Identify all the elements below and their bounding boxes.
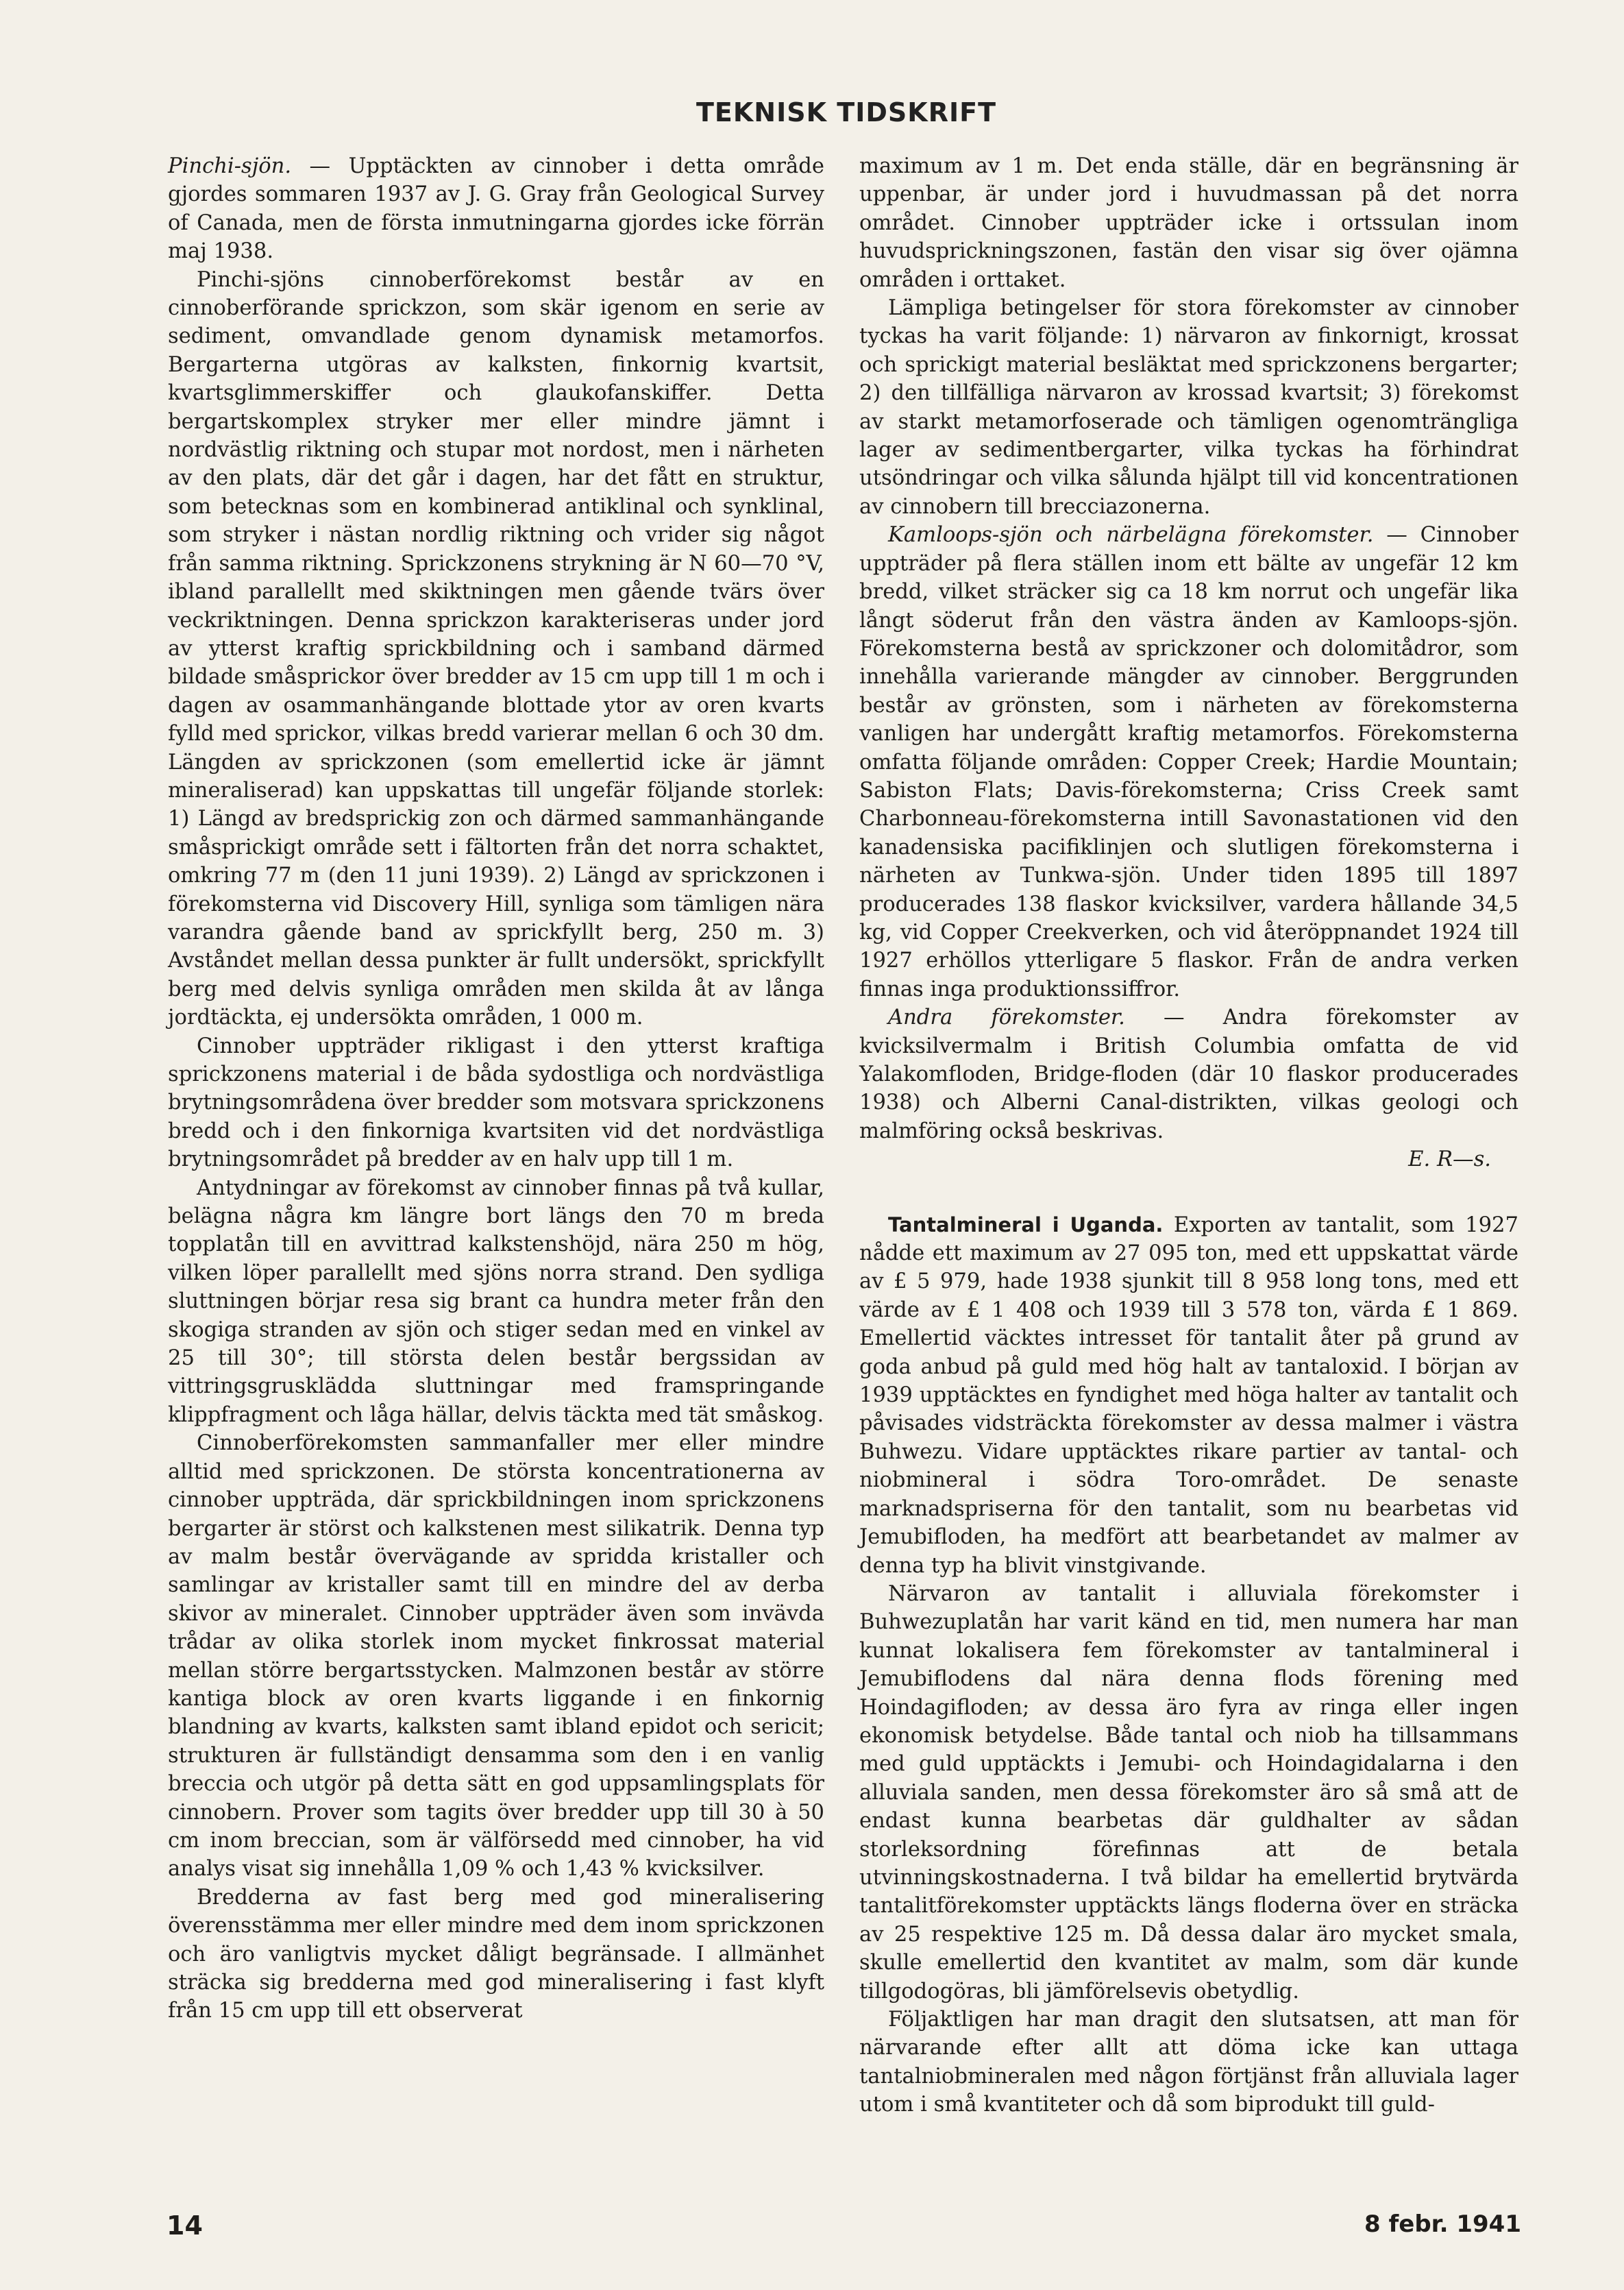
paragraph-pinchi-intro xyxy=(168,152,824,266)
paragraph-tantalum-intro xyxy=(859,1211,1518,1580)
article-heading-tantalum: Tantalmineral i Uganda. xyxy=(888,1213,1164,1237)
section-heading-kamloops: Kamloops-sjön och närbelägna förekomster. xyxy=(888,523,1374,548)
section-heading-other: Andra förekomster. xyxy=(888,1006,1125,1030)
paragraph-pinchi-indications: Antydningar av förekomst av cinnober finnas på två kullar, belägna några km längre bort längs den 70 m breda topplatån till en avvittrad kalkstenshöjd, nära 250 m hög, vilken löper parallellt med sjöns norra strand. Den sydliga sluttningen börjar resa sig brant ca hundra meter från den skogiga stranden av sjön och stiger sedan med en vinkel av 25 till 30°; till största delen består bergssidan av vittringsgrusklädda sluttningar med framspringande klippfragment och låga hällar, delvis täckta med tät småskog. xyxy=(168,1176,824,1427)
paragraph-pinchi-occurrence: Cinnober uppträder rikligast i den ytterst kraftiga sprickzonens material i de båda sydostliga och nordvästliga brytningsområdena över bredder som motsvara sprickzonens bredd och i den finkorniga kvartsiten vid det nordvästliga brytningsområdet på bredder av en halv upp till 1 m. xyxy=(168,1034,824,1172)
author-signature: E. R—s. xyxy=(1408,1147,1491,1172)
paragraph-tantalum-alluvial: Närvaron av tantalit i alluviala förekomster i Buhwezuplatån har varit känd en tid, men numera har man kunnat lokalisera fem förekomster av tantalmineral i Jemubiflodens dal nära denna flods förening med Hoindagifloden; av dessa äro fyra av ringa eller ingen ekonomisk betydelse. Både tantal och niob ha tillsammans med guld upptäckts i Jemubi- och Hoindagidalarna i den alluviala sanden, men dessa förekomster äro så små att de endast kunna bearbetas där guldhalter av sådan storleksordning förefinnas att de betala utvinningskostnaderna. I två bildar ha emellertid brytvärda tantalitförekomster upptäckts längs floderna över en sträcka av 25 respektive 125 m. Då dessa dalar äro mycket smala, skulle emellertid den kvantitet av malm, som där kunde tillgodogöras, bli jämförelsevis obetydlig. xyxy=(859,1581,1518,2003)
paragraph-continued: maximum av 1 m. Det enda ställe, där en begränsning är uppenbar, är under jord i huvudmassan på det norra området. Cinnober uppträder icke i ortssulan inom huvudsprickningszonen, fastän den visar sig över ojämna områden i orttaket. xyxy=(859,154,1518,292)
left-column xyxy=(168,152,824,2025)
paragraph-pinchi-geology: Pinchi-sjöns cinnoberförekomst består av en cinnoberförande sprickzon, som skär igenom en serie av sediment, omvandlade genom dynamisk metamorfos. Bergarterna utgöras av kalksten, finkornig kvartsit, kvartsglimmerskiffer och glaukofanskiffer. Detta bergartskomplex stryker mer eller mindre jämnt i nordvästlig riktning och stupar mot nordost, men i närheten av den plats, där det går i dagen, har det fått en struktur, som betecknas som en kombinerad antiklinal och synklinal, som stryker i nästan nordlig riktning och vrider sig något från samma riktning. Sprickzonens strykning är N 60—70 °V, ibland parallellt med skiktningen men gående tvärs över veckriktningen. Denna sprickzon karakteriseras under jord av ytterst kraftig sprickbildning och i samband därmed bildade småsprickor över bredder av 15 cm upp till 1 m och i dagen av osammanhängande blottade ytor av oren kvarts fylld med sprickor, vilkas bredd varierar mellan 6 och 30 dm. Längden av sprickzonen (som emellertid icke är jämnt mineraliserad) kan uppskattas till ungefär följande storlek: 1) Längd av bredsprickig zon och därmed sammanhängande småsprickigt område sett i fältorten från det norra schaktet, omkring 77 m (den 11 juni 1939). 2) Längd av sprickzonen i förekomsterna vid Discovery Hill, synliga som tämligen nära varandra gående band av sprickfyllt berg, 250 m. 3) Avståndet mellan dessa punkter är fullt undersökt, sprickfyllt berg med delvis synliga områden men skilda åt av långa jordtäckta, ej undersökta områden, 1 000 m. xyxy=(168,267,824,1030)
paragraph-text: — Upptäckten av cinnober i detta område gjordes sommaren 1937 av J. G. Gray från Geological Survey of Canada, men de första inmutningarna gjordes icke förrän maj 1938. xyxy=(168,154,824,264)
paragraph-tantalum-conclusion: Följaktligen har man dragit den slutsatsen, att man för närvarande efter allt att döma icke kan uttaga tantalniobmineralen med någon förtjänst från alluviala lager utom i små kvantiteter och då som biprodukt till guld- xyxy=(859,2008,1518,2117)
paragraph-text: Exporten av tantalit, som 1927 nådde ett maximum av 27 095 ton, med ett uppskattat värde av £ 5 979, hade 1938 sjunkit till 8 958 long tons, med ett värde av £ 1 408 och 1939 till 3 578 ton, värda £ 1 869. Emellertid väcktes intresset för tantalit åter på grund av goda anbud på guld med hög halt av tantaloxid. I början av 1939 upptäcktes en fyndighet med höga halter av tantalit och påvisades vidsträckta förekomster av dessa malmer i västra Buhwezu. Vidare upptäcktes rikare partier av tantal- och niobmineral i södra Toro-området. De senaste marknadspriserna för den tantalit, som nu bearbetas vid Jemubifloden, ha medfört att bearbetandet av malmer av denna typ ha blivit vinstgivande. xyxy=(859,1213,1518,1578)
paragraph-kamloops xyxy=(859,521,1518,1003)
right-column xyxy=(859,152,1518,2119)
paragraph-pinchi-widths: Bredderna av fast berg med god mineralisering överensstämma mer eller mindre med dem inom sprickzonen och äro vanligtvis mycket dåligt begränsade. I allmänhet sträcka sig bredderna med god mineralisering i fast klyft från 15 cm upp till ett observerat xyxy=(168,1885,824,2023)
paragraph-text: — Cinnober uppträder på flera ställen inom ett bälte av ungefär 12 km bredd, vilket sträcker sig ca 18 km norrut och ungefär lika långt söderut från den västra änden av Kamloops-sjön. Förekomsterna bestå av sprickzoner och dolomitådror, som innehålla varierande mängder av cinnober. Berggrunden består av grönsten, som i närheten av förekomsterna vanligen har undergått kraftig metamorfos. Förekomsterna omfatta följande områden: Copper Creek; Hardie Mountain; Sabiston Flats; Davis-förekomsterna; Criss Creek samt Charbonneau-förekomsterna intill Savonastationen vid den kanadensiska pacifiklinjen och slutligen förekomsterna i närheten av Tunkwa-sjön. Under tiden 1895 till 1897 producerades 138 flaskor kvicksilver, vardera hållande 34,5 kg, vid Copper Creekverken, och vid återöppnandet 1924 till 1927 erhöllos ytterligare 5 flaskor. Från de andra verken finnas inga produktionssiffror. xyxy=(859,523,1518,1001)
paragraph-pinchi-ore: Cinnoberförekomsten sammanfaller mer eller mindre alltid med sprickzonen. De största koncentrationerna av cinnober uppträda, där sprickbildningen inom sprickzonens bergarter är störst och kalkstenen mest silikatrik. Denna typ av malm består övervägande av spridda kristaller och samlingar av kristaller samt till en mindre del av derba skivor av mineralet. Cinnober uppträder även som invävda trådar av olika storlek inom mycket finkrossat material mellan större bergartsstycken. Malmzonen består av större kantiga block av oren kvarts liggande i en finkornig blandning av kvarts, kalksten samt ibland epidot och sericit; strukturen är fullständigt densamma som den i en vanlig breccia och utgör på detta sätt en god uppsamlingsplats för cinnobern. Prover som tagits över bredder upp till 30 à 50 cm inom breccian, som är välförsedd med cinnober, ha vid analys visat sig innehålla 1,09 % och 1,43 % kvicksilver. xyxy=(168,1431,824,1881)
masthead-title: TEKNISK TIDSKRIFT xyxy=(696,97,996,127)
page-number: 14 xyxy=(167,2210,203,2241)
paragraph-conditions: Lämpliga betingelser för stora förekomster av cinnober tyckas ha varit följande: 1) närvaron av finkornigt, krossat och sprickigt material besläktat med sprickzonens bergarter; 2) den tillfälliga närvaron av krossad kvartsit; 3) förekomst av starkt metamorfoserade och tämligen ogenomträngliga lager av sedimentbergarter, vilka tyckas ha förhindrat utsöndringar och vilka sålunda hjälpt till vid koncentrationen av cinnobern till brecciazonerna. xyxy=(859,296,1518,519)
section-heading-pinchi: Pinchi-sjön. xyxy=(168,154,292,178)
paragraph-other-deposits xyxy=(859,1003,1518,1145)
issue-date: 8 febr. 1941 xyxy=(1364,2210,1521,2238)
paragraph-text: — Andra förekomster av kvicksilvermalm i British Columbia omfatta de vid Yalakomfloden, Bridge-floden (där 10 flaskor producerades 1938) och Alberni Canal-distrikten, vilkas geologi och malmföring också beskrivas. xyxy=(859,1006,1518,1143)
